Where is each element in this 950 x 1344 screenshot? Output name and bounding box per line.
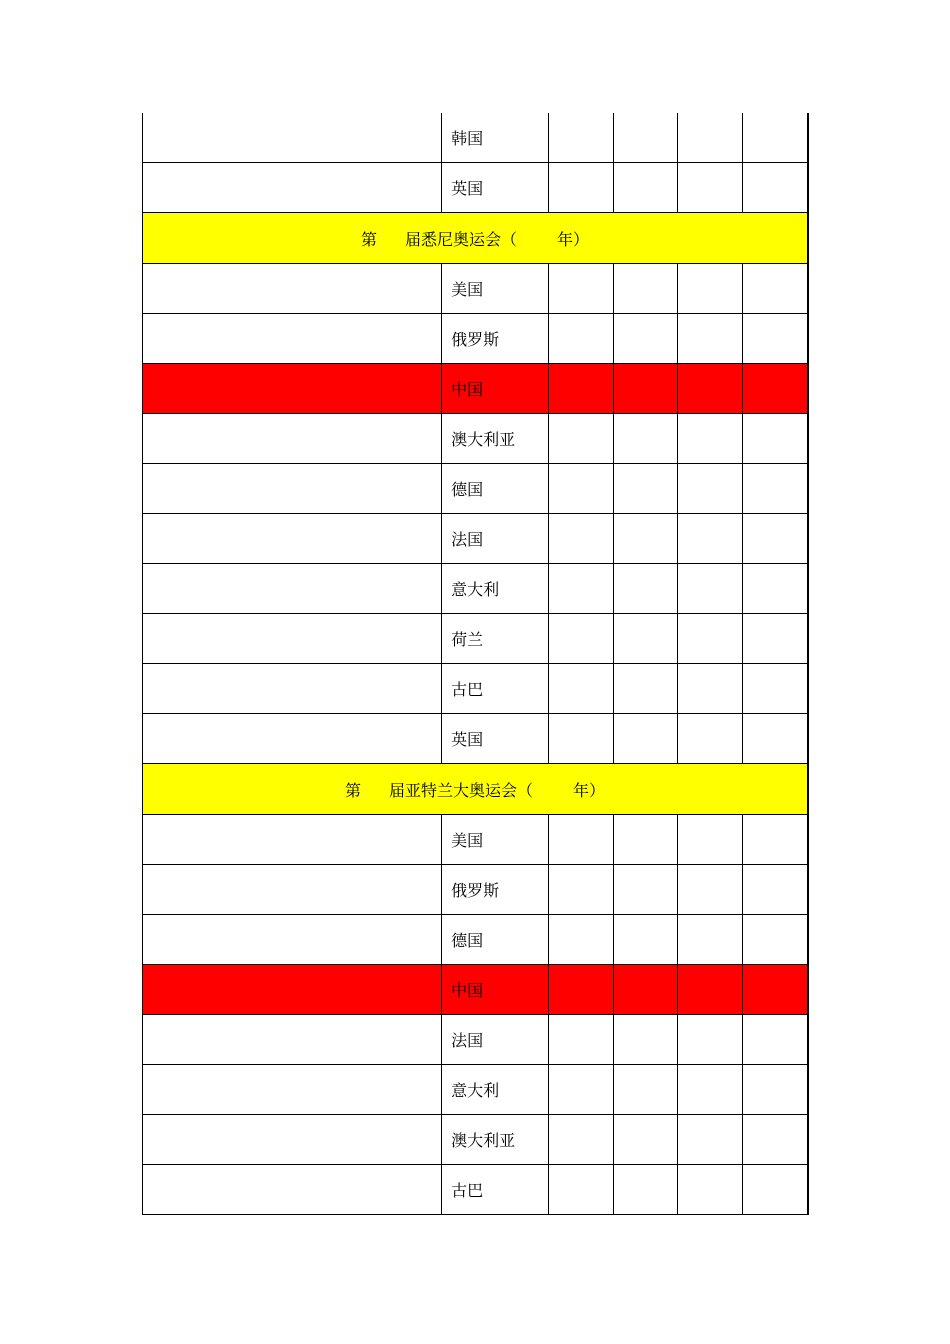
gold-cell xyxy=(549,815,614,864)
silver-cell xyxy=(614,1065,679,1114)
gold-cell xyxy=(549,664,614,713)
gold-cell xyxy=(549,1065,614,1114)
table-row xyxy=(142,163,809,213)
table-row xyxy=(142,815,809,865)
country-cell: 俄罗斯 xyxy=(442,865,549,914)
bronze-cell xyxy=(678,1065,743,1114)
silver-cell xyxy=(614,264,679,313)
country-cell: 英国 xyxy=(442,163,549,212)
gold-cell xyxy=(549,113,614,162)
table-row xyxy=(142,614,809,664)
silver-cell xyxy=(614,1165,679,1214)
table-row xyxy=(142,865,809,915)
bronze-cell xyxy=(678,514,743,563)
table-row xyxy=(142,414,809,464)
event-cell xyxy=(143,815,442,864)
silver-cell xyxy=(614,664,679,713)
total-cell xyxy=(743,564,807,613)
table-row xyxy=(142,314,809,364)
bronze-cell xyxy=(678,1115,743,1164)
total-cell xyxy=(743,965,807,1014)
total-cell xyxy=(743,614,807,663)
country-cell: 古巴 xyxy=(442,1165,549,1214)
bronze-cell xyxy=(678,113,743,162)
header-year-suffix: 年） xyxy=(573,780,606,800)
silver-cell xyxy=(614,1115,679,1164)
silver-cell xyxy=(614,564,679,613)
silver-cell xyxy=(614,414,679,463)
country-cell: 美国 xyxy=(442,264,549,313)
gold-cell xyxy=(549,564,614,613)
total-cell xyxy=(743,113,807,162)
country-cell: 德国 xyxy=(442,464,549,513)
gold-cell xyxy=(549,364,614,413)
event-cell xyxy=(143,514,442,563)
total-cell xyxy=(743,714,807,763)
event-cell xyxy=(143,414,442,463)
gold-cell xyxy=(549,1115,614,1164)
country-cell: 澳大利亚 xyxy=(442,1115,549,1164)
silver-cell xyxy=(614,815,679,864)
event-cell xyxy=(143,1165,442,1214)
country-cell: 德国 xyxy=(442,915,549,964)
event-cell xyxy=(143,664,442,713)
total-cell xyxy=(743,414,807,463)
silver-cell xyxy=(614,163,679,212)
event-cell xyxy=(143,314,442,363)
gold-cell xyxy=(549,1015,614,1064)
event-cell xyxy=(143,1115,442,1164)
medal-table xyxy=(142,113,809,1215)
silver-cell xyxy=(614,1015,679,1064)
table-row xyxy=(142,714,809,764)
gold-cell xyxy=(549,314,614,363)
bronze-cell xyxy=(678,464,743,513)
table-row-highlight xyxy=(142,364,809,414)
country-cell: 韩国 xyxy=(442,113,549,162)
total-cell xyxy=(743,364,807,413)
country-cell: 中国 xyxy=(442,364,549,413)
bronze-cell xyxy=(678,163,743,212)
event-cell xyxy=(143,464,442,513)
silver-cell xyxy=(614,464,679,513)
header-prefix: 第 xyxy=(344,780,361,800)
gold-cell xyxy=(549,614,614,663)
event-cell xyxy=(143,1015,442,1064)
bronze-cell xyxy=(678,314,743,363)
gold-cell xyxy=(549,514,614,563)
gold-cell xyxy=(549,915,614,964)
country-cell: 意大利 xyxy=(442,1065,549,1114)
gold-cell xyxy=(549,1165,614,1214)
event-cell xyxy=(143,564,442,613)
total-cell xyxy=(743,815,807,864)
country-cell: 古巴 xyxy=(442,664,549,713)
country-cell: 中国 xyxy=(442,965,549,1014)
header-title: 届亚特兰大奥运会（ xyxy=(388,780,533,800)
event-cell xyxy=(143,865,442,914)
bronze-cell xyxy=(678,714,743,763)
event-cell xyxy=(143,364,442,413)
total-cell xyxy=(743,514,807,563)
silver-cell xyxy=(614,514,679,563)
event-cell xyxy=(143,714,442,763)
bronze-cell xyxy=(678,564,743,613)
gold-cell xyxy=(549,163,614,212)
bronze-cell xyxy=(678,364,743,413)
total-cell xyxy=(743,163,807,212)
table-row xyxy=(142,514,809,564)
country-cell: 英国 xyxy=(442,714,549,763)
bronze-cell xyxy=(678,965,743,1014)
table-row xyxy=(142,1165,809,1215)
gold-cell xyxy=(549,865,614,914)
silver-cell xyxy=(614,865,679,914)
table-row xyxy=(142,1065,809,1115)
event-cell xyxy=(143,614,442,663)
total-cell xyxy=(743,1015,807,1064)
total-cell xyxy=(743,1165,807,1214)
total-cell xyxy=(743,314,807,363)
table-row xyxy=(142,664,809,714)
silver-cell xyxy=(614,364,679,413)
gold-cell xyxy=(549,414,614,463)
total-cell xyxy=(743,1065,807,1114)
country-cell: 美国 xyxy=(442,815,549,864)
bronze-cell xyxy=(678,915,743,964)
section-header-sydney xyxy=(142,213,809,264)
table-row xyxy=(142,1015,809,1065)
table-row xyxy=(142,564,809,614)
header-prefix: 第 xyxy=(360,229,377,249)
header-year-suffix: 年） xyxy=(557,229,590,249)
table-row xyxy=(142,915,809,965)
event-cell xyxy=(143,264,442,313)
silver-cell xyxy=(614,915,679,964)
gold-cell xyxy=(549,965,614,1014)
gold-cell xyxy=(549,464,614,513)
country-cell: 荷兰 xyxy=(442,614,549,663)
total-cell xyxy=(743,1115,807,1164)
event-cell xyxy=(143,965,442,1014)
table-row xyxy=(142,264,809,314)
bronze-cell xyxy=(678,1015,743,1064)
table-row-highlight xyxy=(142,965,809,1015)
event-cell xyxy=(143,113,442,162)
silver-cell xyxy=(614,965,679,1014)
country-cell: 俄罗斯 xyxy=(442,314,549,363)
total-cell xyxy=(743,464,807,513)
silver-cell xyxy=(614,714,679,763)
total-cell xyxy=(743,664,807,713)
gold-cell xyxy=(549,714,614,763)
silver-cell xyxy=(614,113,679,162)
bronze-cell xyxy=(678,865,743,914)
bronze-cell xyxy=(678,264,743,313)
event-cell xyxy=(143,1065,442,1114)
country-cell: 意大利 xyxy=(442,564,549,613)
country-cell: 法国 xyxy=(442,1015,549,1064)
table-row xyxy=(142,113,809,163)
event-cell xyxy=(143,163,442,212)
bronze-cell xyxy=(678,414,743,463)
silver-cell xyxy=(614,314,679,363)
total-cell xyxy=(743,264,807,313)
bronze-cell xyxy=(678,815,743,864)
header-title: 届悉尼奥运会（ xyxy=(404,229,517,249)
country-cell: 澳大利亚 xyxy=(442,414,549,463)
bronze-cell xyxy=(678,1165,743,1214)
section-header-atlanta xyxy=(142,764,809,815)
bronze-cell xyxy=(678,614,743,663)
table-row xyxy=(142,464,809,514)
table-row xyxy=(142,1115,809,1165)
silver-cell xyxy=(614,614,679,663)
gold-cell xyxy=(549,264,614,313)
total-cell xyxy=(743,865,807,914)
total-cell xyxy=(743,915,807,964)
event-cell xyxy=(143,915,442,964)
bronze-cell xyxy=(678,664,743,713)
country-cell: 法国 xyxy=(442,514,549,563)
